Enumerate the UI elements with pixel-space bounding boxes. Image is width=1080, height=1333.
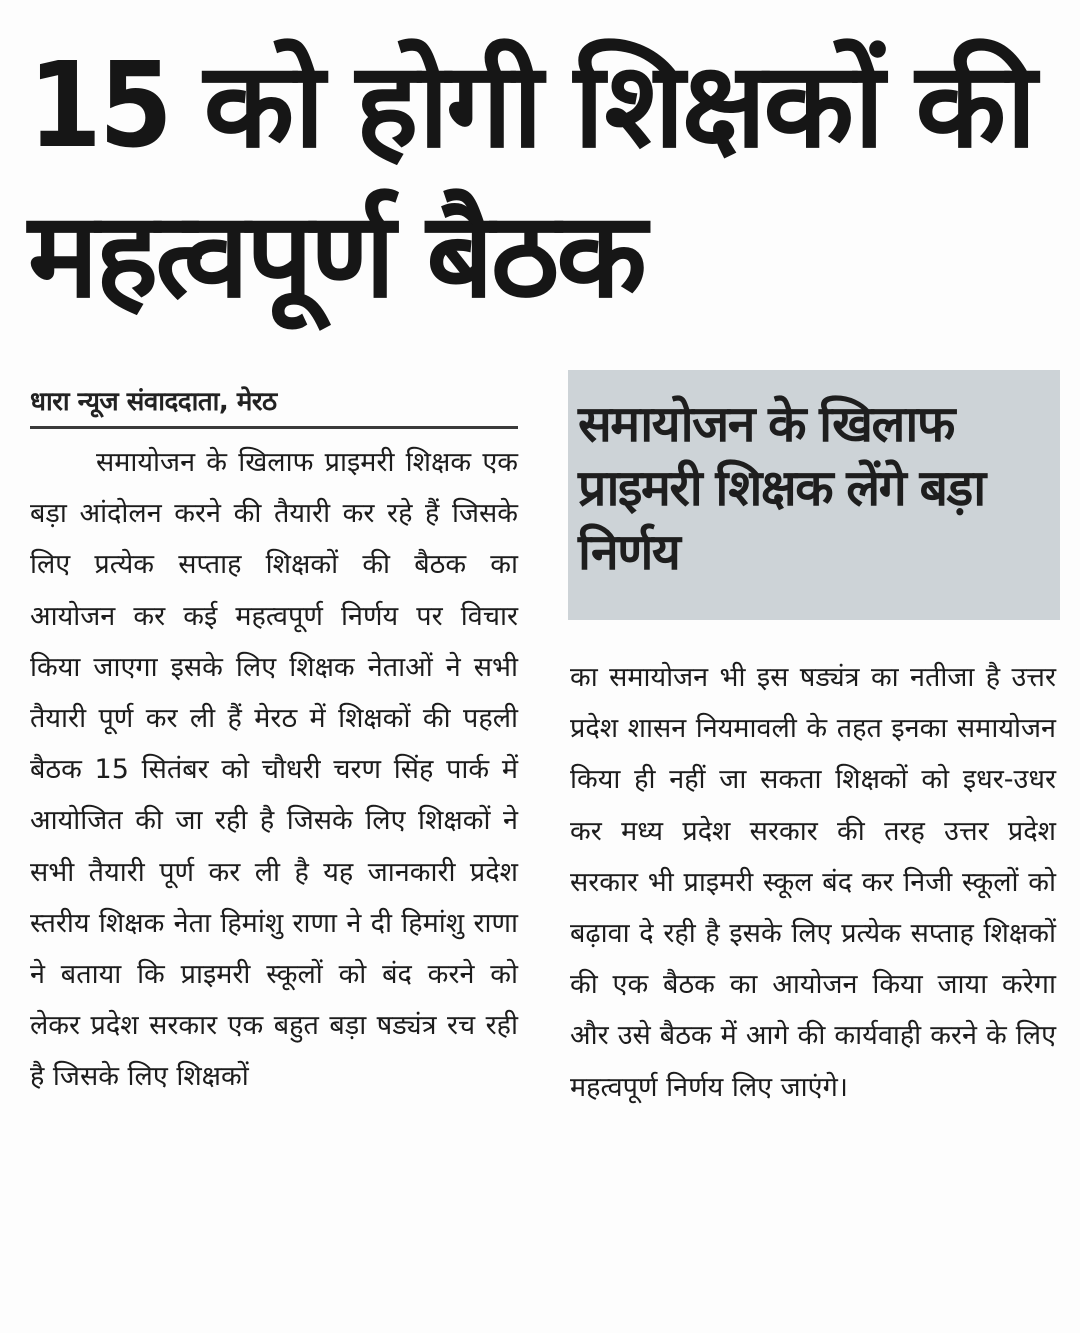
headline-line-2: महत्वपूर्ण बैठक xyxy=(28,186,644,324)
byline: धारा न्यूज संवाददाता, मेरठ xyxy=(30,387,277,417)
subheadline-box xyxy=(568,370,1060,620)
article-body-right: का समायोजन भी इस षड्यंत्र का नतीजा है उत्तर प्रदेश शासन नियमावली के तहत इनका समायोजन किया ही नहीं जा सकता शिक्षकों को इधर-उधर कर मध्य प्रदेश सरकार की तरह उत्तर प्रदेश सरकार भी प्राइमरी स्कूल बंद कर निजी स्कूलों को बढ़ावा दे रही है इसके लिए प्रत्येक सप्ताह शिक्षकों की एक बैठक का आयोजन किया जाया करेगा और उसे बैठक में आगे की कार्यवाही करने के लिए महत्वपूर्ण निर्णय लिए जाएंगे। xyxy=(570,662,1056,1103)
subheadline: समायोजन के खिलाफ प्राइमरी शिक्षक लेंगे बड़ा निर्णय xyxy=(578,395,985,581)
byline-divider xyxy=(30,426,518,429)
headline xyxy=(28,30,1058,330)
article-body-left: समायोजन के खिलाफ प्राइमरी शिक्षक एक बड़ा आंदोलन करने की तैयारी कर रहे हैं जिसके लिए प्रत्येक सप्ताह शिक्षकों की बैठक का आयोजन कर कई महत्वपूर्ण निर्णय पर विचार किया जाएगा इसके लिए शिक्षक नेताओं ने सभी तैयारी पूर्ण कर ली हैं मेरठ में शिक्षकों की पहली बैठक 15 सितंबर को चौधरी चरण सिंह पार्क में आयोजित की जा रही है जिसके लिए शिक्षकों ने सभी तैयारी पूर्ण कर ली है यह जानकारी प्रदेश स्तरीय शिक्षक नेता हिमांशु राणा ने दी हिमांशु राणा ने बताया कि प्राइमरी स्कूलों को बंद करने को लेकर प्रदेश सरकार एक बहुत बड़ा षड्यंत्र रच रही है जिसके लिए शिक्षकों xyxy=(30,447,518,1093)
article-column-left xyxy=(30,437,518,1103)
headline-line-1: 15 को होगी शिक्षकों की xyxy=(28,36,1034,174)
article-column-right xyxy=(570,652,1056,1113)
